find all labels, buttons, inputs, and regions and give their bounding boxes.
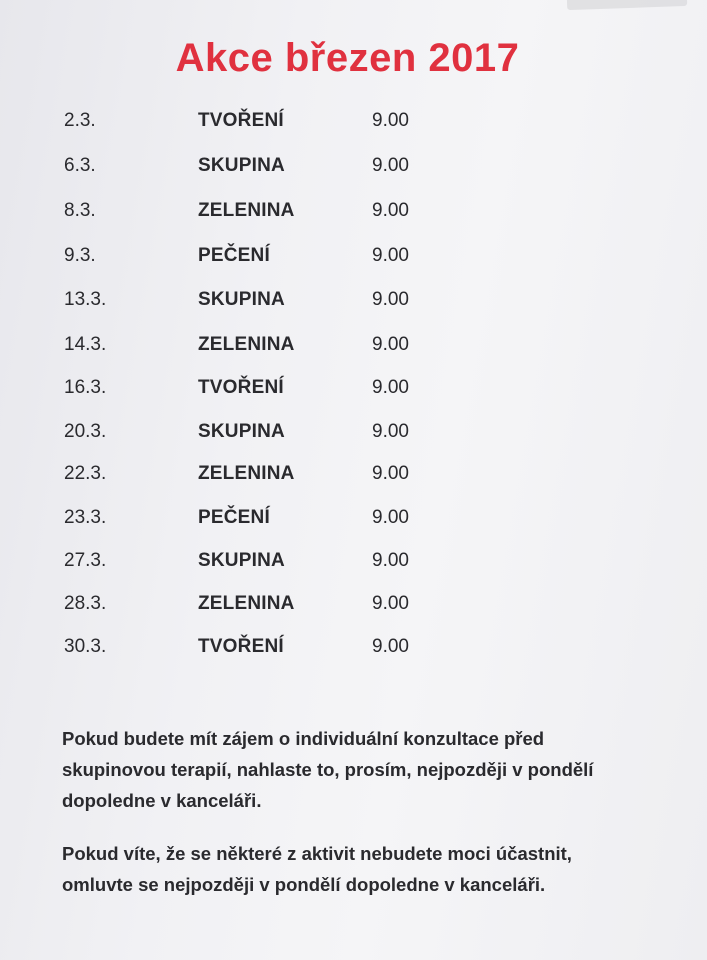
schedule-row: [0, 507, 707, 537]
schedule-activity: TVOŘENÍ: [198, 636, 284, 657]
schedule-time: 9.00: [372, 593, 409, 614]
schedule-time: 9.00: [372, 245, 409, 266]
schedule-activity: ZELENINA: [198, 463, 295, 484]
schedule-row: [0, 334, 707, 364]
notice-line: skupinovou terapií, nahlaste to, prosím, nejpozději v pondělí: [62, 759, 594, 780]
schedule-date: 8.3.: [64, 200, 96, 221]
schedule-time: 9.00: [372, 334, 409, 355]
schedule-activity: SKUPINA: [198, 421, 285, 442]
schedule-row: [0, 377, 707, 407]
schedule-row: [0, 593, 707, 623]
schedule-row: [0, 636, 707, 666]
schedule-row: [0, 110, 707, 140]
page-title: Akce březen 2017: [175, 36, 520, 80]
schedule-row: [0, 155, 707, 185]
schedule-time: 9.00: [372, 550, 409, 571]
schedule-row: [0, 245, 707, 275]
schedule-time: 9.00: [372, 636, 409, 657]
schedule-date: 23.3.: [64, 507, 107, 528]
schedule-row: [0, 421, 707, 451]
notice-absence: [62, 838, 662, 900]
schedule-time: 9.00: [372, 507, 409, 528]
schedule-row: [0, 289, 707, 319]
schedule-row: [0, 550, 707, 580]
schedule-date: 6.3.: [64, 155, 96, 176]
schedule-row: [0, 200, 707, 230]
schedule-time: 9.00: [372, 110, 409, 131]
schedule-activity: ZELENINA: [198, 200, 295, 221]
paper-corner-decoration: [567, 0, 687, 10]
schedule-activity: SKUPINA: [198, 289, 285, 310]
schedule-date: 22.3.: [64, 463, 107, 484]
schedule-time: 9.00: [372, 200, 409, 221]
schedule-date: 20.3.: [64, 421, 107, 442]
schedule-time: 9.00: [372, 289, 409, 310]
schedule-date: 13.3.: [64, 289, 107, 310]
schedule-activity: TVOŘENÍ: [198, 377, 284, 398]
schedule-date: 9.3.: [64, 245, 96, 266]
schedule-activity: TVOŘENÍ: [198, 110, 284, 131]
notice-line: dopoledne v kanceláři.: [62, 790, 262, 811]
schedule-activity: PEČENÍ: [198, 507, 270, 528]
notice-line: omluvte se nejpozději v pondělí dopoledne v kanceláři.: [62, 874, 546, 895]
notice-line: Pokud budete mít zájem o individuální konzultace před: [62, 728, 545, 749]
notice-line: Pokud víte, že se některé z aktivit nebudete moci účastnit,: [62, 843, 572, 864]
schedule-time: 9.00: [372, 155, 409, 176]
schedule-date: 2.3.: [64, 110, 96, 131]
notice-consultation: [62, 723, 662, 816]
schedule-date: 30.3.: [64, 636, 107, 657]
schedule-row: [0, 463, 707, 493]
schedule-date: 28.3.: [64, 593, 107, 614]
schedule-date: 16.3.: [64, 377, 107, 398]
schedule-time: 9.00: [372, 377, 409, 398]
schedule-time: 9.00: [372, 421, 409, 442]
schedule-activity: PEČENÍ: [198, 245, 270, 266]
schedule-time: 9.00: [372, 463, 409, 484]
schedule-activity: SKUPINA: [198, 155, 285, 176]
schedule-date: 27.3.: [64, 550, 107, 571]
schedule-activity: ZELENINA: [198, 334, 295, 355]
schedule-activity: ZELENINA: [198, 593, 295, 614]
schedule-activity: SKUPINA: [198, 550, 285, 571]
schedule-date: 14.3.: [64, 334, 107, 355]
